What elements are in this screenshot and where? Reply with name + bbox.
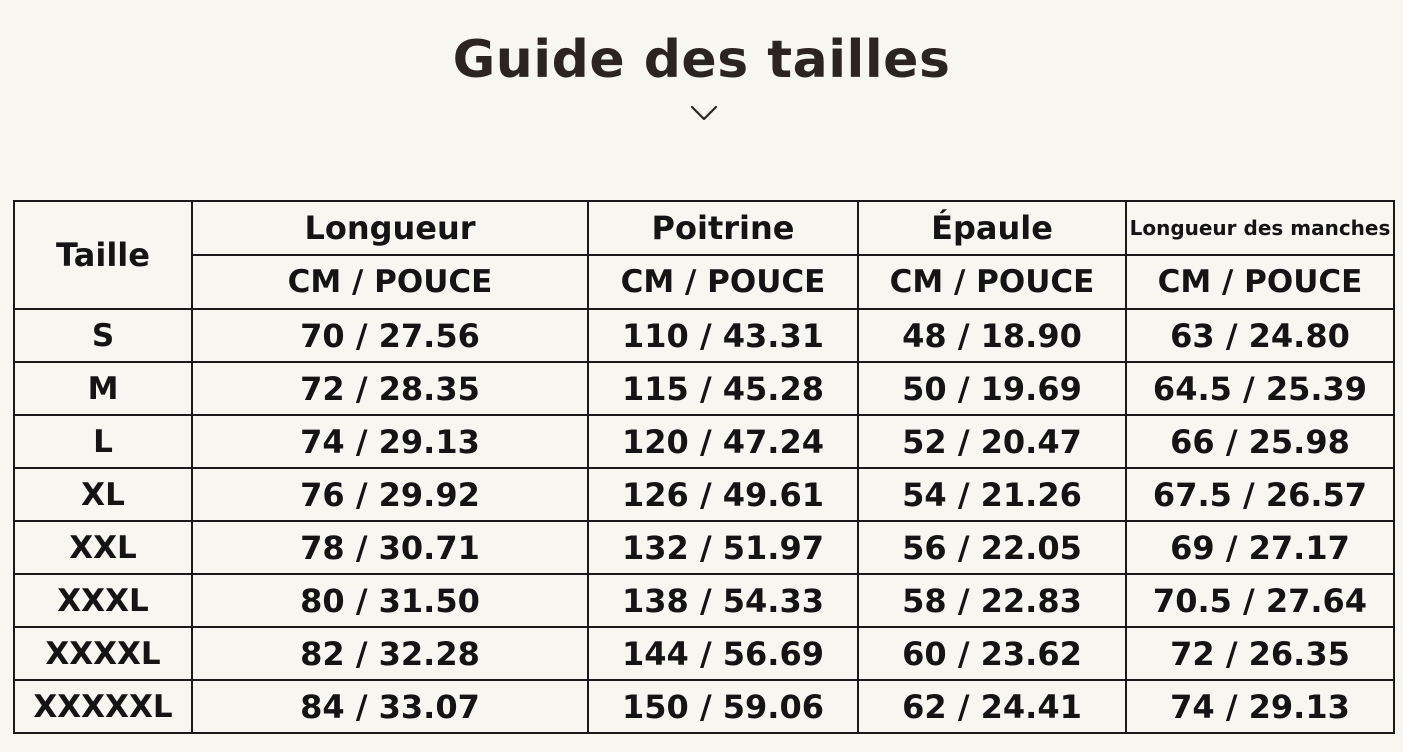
shoulder-cell: 48 / 18.90 — [858, 309, 1126, 362]
table-row — [14, 521, 1394, 574]
length-cell: 76 / 29.92 — [192, 468, 588, 521]
table-row — [14, 362, 1394, 415]
shoulder-cell: 60 / 23.62 — [858, 627, 1126, 680]
size-chart-table — [13, 200, 1395, 734]
sleeve-cell: 70.5 / 27.64 — [1126, 574, 1394, 627]
sleeve-cell: 66 / 25.98 — [1126, 415, 1394, 468]
table-row — [14, 627, 1394, 680]
size-column-header: Taille — [14, 201, 192, 309]
shoulder-cell: 62 / 24.41 — [858, 680, 1126, 733]
size-cell: S — [14, 309, 192, 362]
shoulder-cell: 54 / 21.26 — [858, 468, 1126, 521]
table-header-row — [14, 201, 1394, 255]
sleeve-cell: 74 / 29.13 — [1126, 680, 1394, 733]
shoulder-cell: 52 / 20.47 — [858, 415, 1126, 468]
table-unit-row — [14, 255, 1394, 309]
size-cell: XL — [14, 468, 192, 521]
sleeve-cell: 63 / 24.80 — [1126, 309, 1394, 362]
sleeve-cell: 64.5 / 25.39 — [1126, 362, 1394, 415]
sleeve-cell: 67.5 / 26.57 — [1126, 468, 1394, 521]
size-cell: L — [14, 415, 192, 468]
shoulder-cell: 50 / 19.69 — [858, 362, 1126, 415]
size-cell: M — [14, 362, 192, 415]
unit-label: CM / POUCE — [588, 255, 858, 309]
length-cell: 80 / 31.50 — [192, 574, 588, 627]
chest-cell: 120 / 47.24 — [588, 415, 858, 468]
sleeve-cell: 69 / 27.17 — [1126, 521, 1394, 574]
shoulder-cell: 56 / 22.05 — [858, 521, 1126, 574]
unit-label: CM / POUCE — [858, 255, 1126, 309]
table-row — [14, 680, 1394, 733]
table-row — [14, 309, 1394, 362]
size-cell: XXXXL — [14, 627, 192, 680]
chest-cell: 126 / 49.61 — [588, 468, 858, 521]
chest-cell: 132 / 51.97 — [588, 521, 858, 574]
shoulder-cell: 58 / 22.83 — [858, 574, 1126, 627]
length-cell: 78 / 30.71 — [192, 521, 588, 574]
chest-cell: 110 / 43.31 — [588, 309, 858, 362]
column-header-shoulder: Épaule — [858, 201, 1126, 255]
column-header-length: Longueur — [192, 201, 588, 255]
table-row — [14, 574, 1394, 627]
length-cell: 82 / 32.28 — [192, 627, 588, 680]
chevron-down-icon — [690, 104, 718, 122]
page-title: Guide des tailles — [452, 30, 951, 90]
unit-label: CM / POUCE — [192, 255, 588, 309]
chest-cell: 115 / 45.28 — [588, 362, 858, 415]
column-header-sleeve-length: Longueur des manches — [1126, 201, 1394, 255]
length-cell: 70 / 27.56 — [192, 309, 588, 362]
chest-cell: 138 / 54.33 — [588, 574, 858, 627]
chest-cell: 144 / 56.69 — [588, 627, 858, 680]
unit-label: CM / POUCE — [1126, 255, 1394, 309]
size-cell: XXXL — [14, 574, 192, 627]
sleeve-cell: 72 / 26.35 — [1126, 627, 1394, 680]
table-row — [14, 415, 1394, 468]
size-cell: XXXXXL — [14, 680, 192, 733]
length-cell: 72 / 28.35 — [192, 362, 588, 415]
chest-cell: 150 / 59.06 — [588, 680, 858, 733]
table-row — [14, 468, 1394, 521]
length-cell: 74 / 29.13 — [192, 415, 588, 468]
column-header-chest: Poitrine — [588, 201, 858, 255]
size-cell: XXL — [14, 521, 192, 574]
length-cell: 84 / 33.07 — [192, 680, 588, 733]
